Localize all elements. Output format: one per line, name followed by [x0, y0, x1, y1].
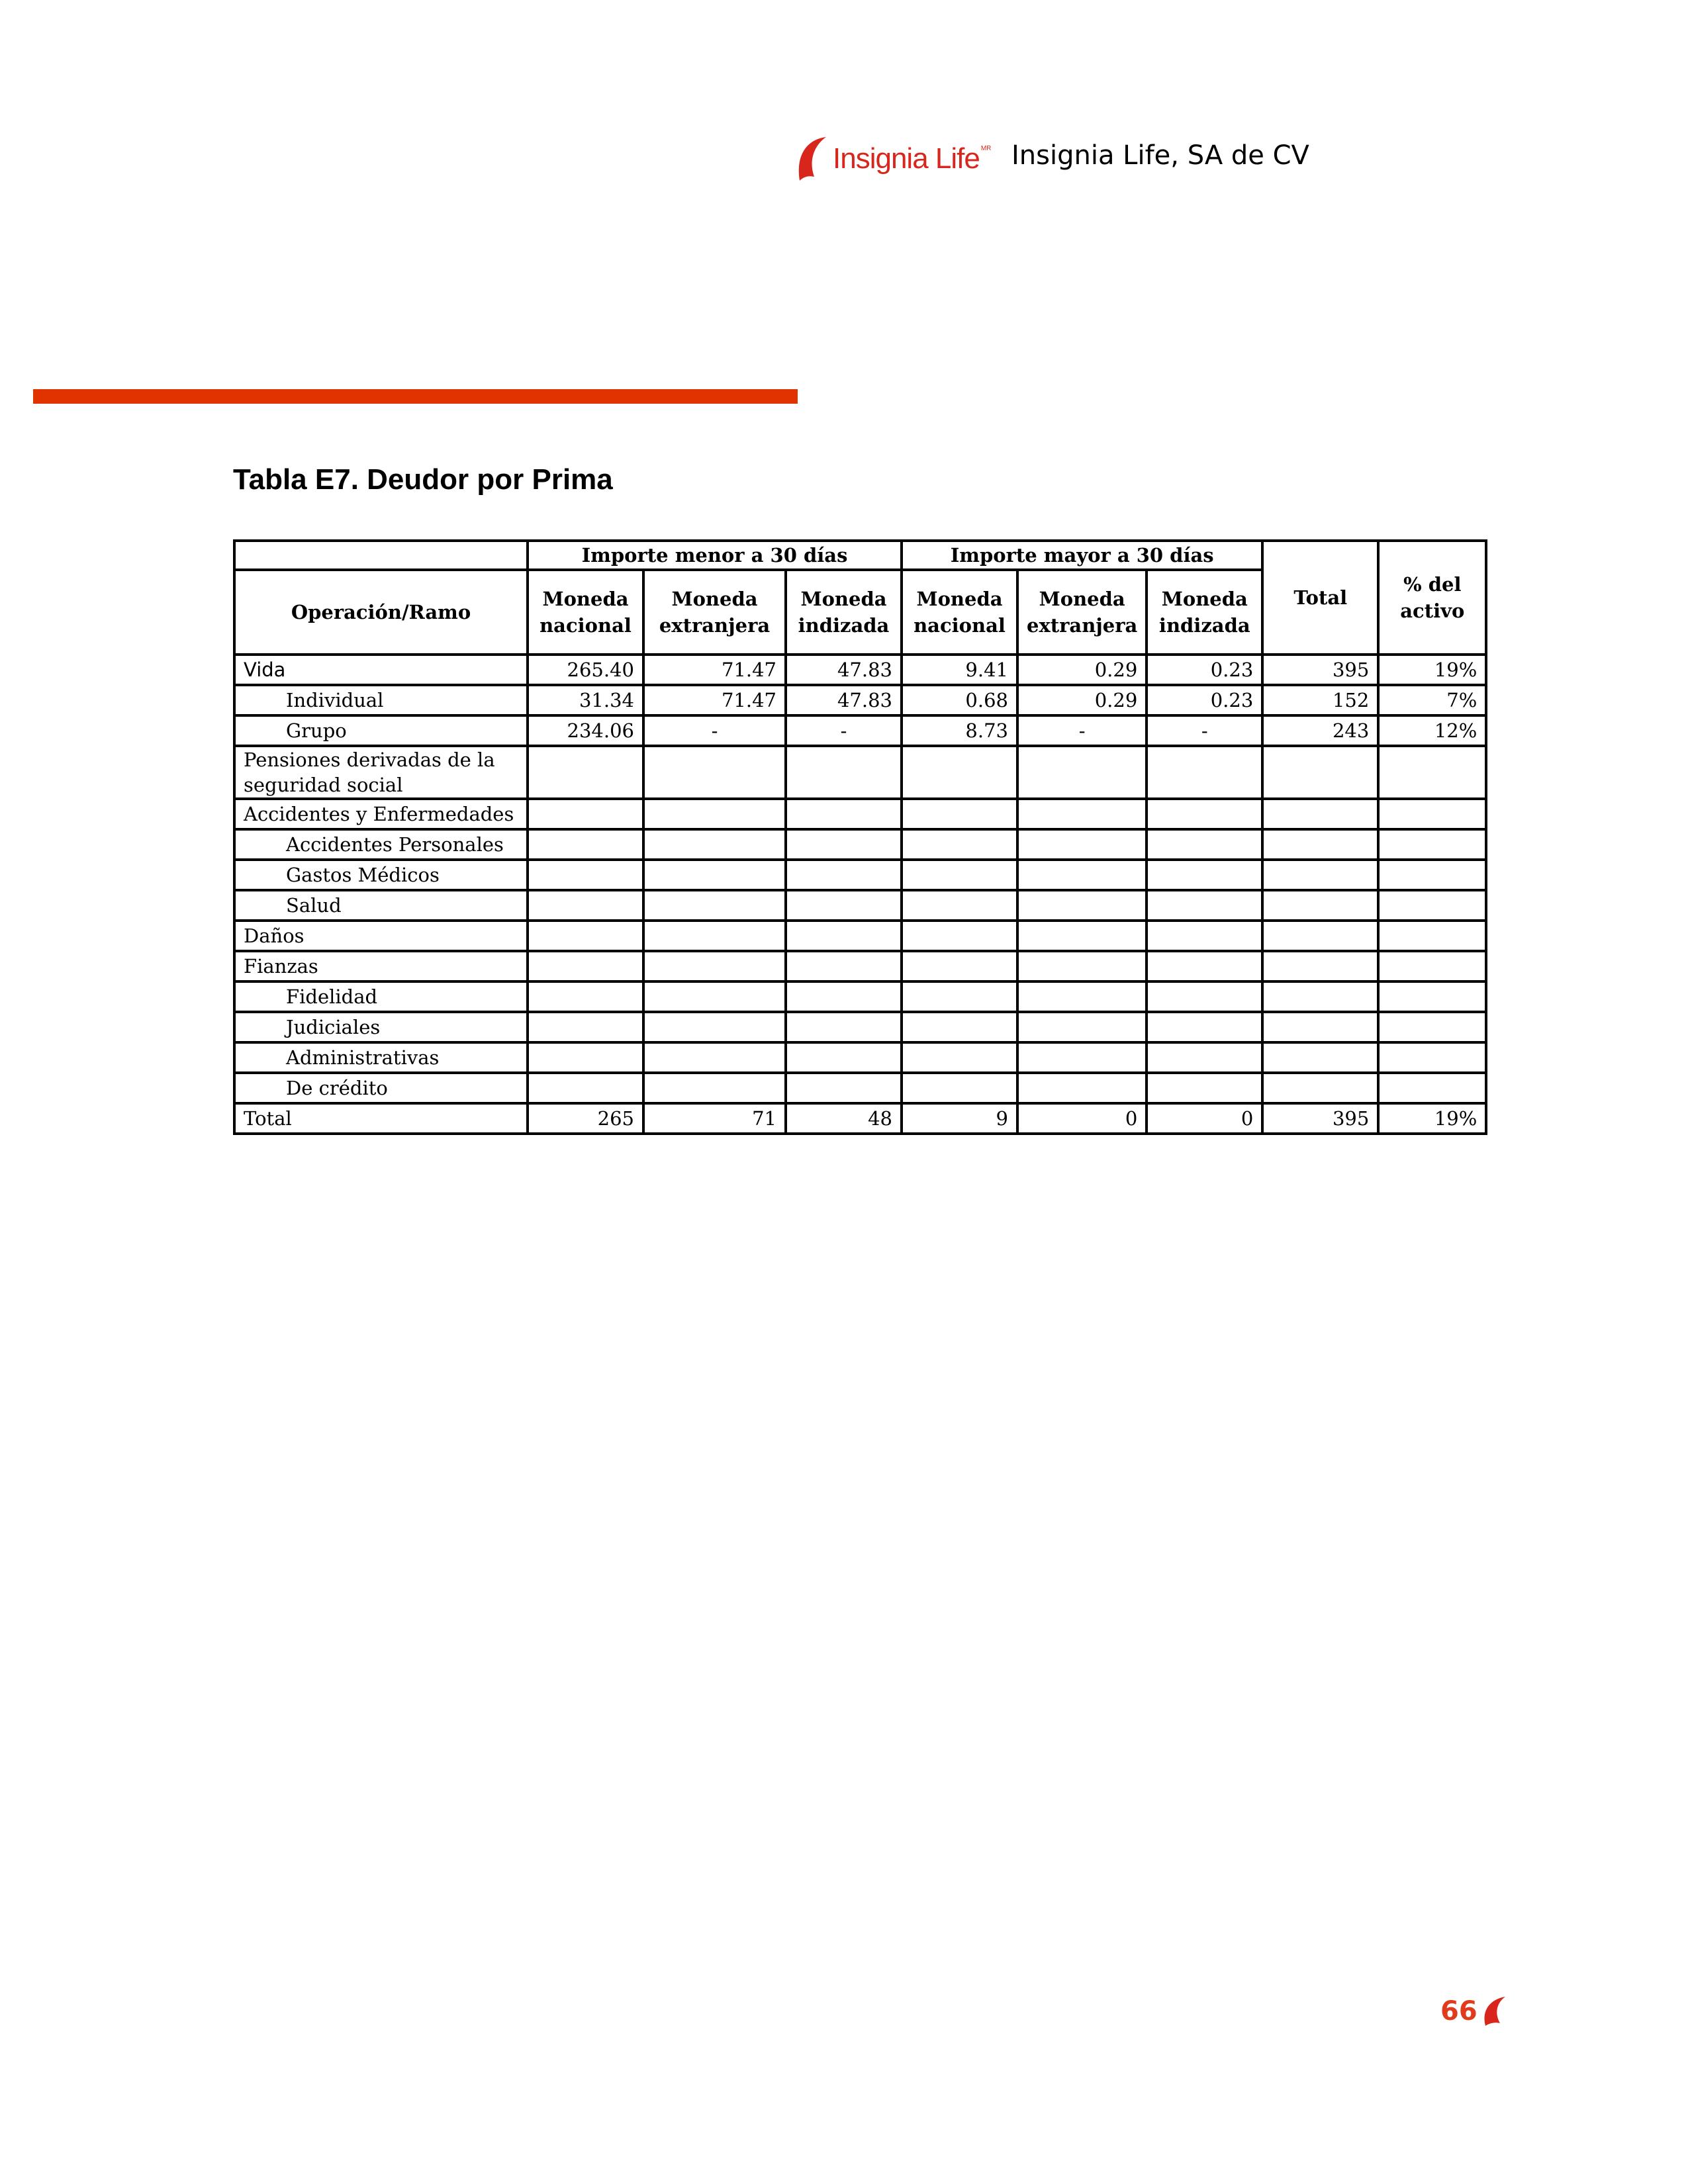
- cell-value: 0.23: [1147, 685, 1262, 715]
- cell-value: [902, 829, 1017, 860]
- table-row: [234, 1103, 1486, 1134]
- cell-value: [1017, 890, 1147, 921]
- logo-text: Insignia Life: [833, 142, 980, 175]
- cell-value: [1262, 799, 1378, 829]
- page-number: 66: [1440, 1996, 1477, 2026]
- table-row: [234, 746, 1486, 799]
- group-header-row: [234, 541, 1486, 570]
- cell-value: [643, 746, 786, 799]
- cell-value: [786, 860, 902, 890]
- cell-value: [528, 951, 643, 981]
- row-label: Accidentes y Enfermedades: [234, 799, 528, 829]
- cell-value: [1378, 860, 1486, 890]
- deudor-por-prima-table: [233, 539, 1487, 1135]
- row-label: Gastos Médicos: [234, 860, 528, 890]
- cell-value: [1262, 890, 1378, 921]
- cell-value: [1262, 921, 1378, 951]
- cell-value: 0.68: [902, 685, 1017, 715]
- cell-value: [786, 1012, 902, 1042]
- cell-value: [643, 951, 786, 981]
- cell-value: 395: [1262, 655, 1378, 685]
- cell-value: 9: [902, 1103, 1017, 1134]
- header-menor-indizada: Moneda indizada: [786, 570, 902, 655]
- row-label: Daños: [234, 921, 528, 951]
- cell-value: [786, 829, 902, 860]
- cell-value: [902, 1012, 1017, 1042]
- row-label: Total: [234, 1103, 528, 1134]
- cell-value: [1147, 921, 1262, 951]
- cell-value: [1378, 746, 1486, 799]
- cell-value: 234.06: [528, 715, 643, 746]
- table-row: [234, 655, 1486, 685]
- cell-value: [643, 1073, 786, 1103]
- cell-value: 12%: [1378, 715, 1486, 746]
- cell-value: [1262, 829, 1378, 860]
- header-blank: [234, 541, 528, 570]
- cell-value: [1262, 1042, 1378, 1073]
- cell-value: [786, 921, 902, 951]
- cell-value: 0: [1017, 1103, 1147, 1134]
- cell-value: [902, 1073, 1017, 1103]
- header-operacion-ramo: Operación/Ramo: [234, 570, 528, 655]
- cell-value: [786, 951, 902, 981]
- cell-value: [902, 921, 1017, 951]
- cell-value: [1262, 1012, 1378, 1042]
- table-title: Tabla E7. Deudor por Prima: [233, 463, 613, 496]
- header-mayor-extranjera: Moneda extranjera: [1017, 570, 1147, 655]
- cell-value: 395: [1262, 1103, 1378, 1134]
- cell-value: 0.23: [1147, 655, 1262, 685]
- row-label: Individual: [234, 685, 528, 715]
- cell-value: 47.83: [786, 655, 902, 685]
- cell-value: [528, 799, 643, 829]
- cell-value: [643, 829, 786, 860]
- row-label: Vida: [234, 655, 528, 685]
- row-label: Administrativas: [234, 1042, 528, 1073]
- cell-value: [786, 746, 902, 799]
- header-mayor-nacional: Moneda nacional: [902, 570, 1017, 655]
- cell-value: [1147, 1012, 1262, 1042]
- cell-value: [1262, 981, 1378, 1012]
- row-label: Accidentes Personales: [234, 829, 528, 860]
- logo-trademark: MR: [980, 144, 992, 152]
- table-row: [234, 1042, 1486, 1073]
- cell-value: [786, 799, 902, 829]
- cell-value: [1147, 1073, 1262, 1103]
- row-label: De crédito: [234, 1073, 528, 1103]
- cell-value: [1017, 799, 1147, 829]
- table-row: [234, 981, 1486, 1012]
- cell-value: 48: [786, 1103, 902, 1134]
- cell-value: [1017, 951, 1147, 981]
- cell-value: [1147, 860, 1262, 890]
- cell-value: [643, 1012, 786, 1042]
- cell-value: [528, 860, 643, 890]
- cell-value: [1378, 1012, 1486, 1042]
- table-row: [234, 1073, 1486, 1103]
- cell-value: [1262, 1073, 1378, 1103]
- cell-value: [1017, 921, 1147, 951]
- insignia-life-logo: [792, 132, 991, 185]
- cell-value: [1017, 829, 1147, 860]
- cell-value: [1378, 1073, 1486, 1103]
- table-row: [234, 1012, 1486, 1042]
- header-mayor-indizada: Moneda indizada: [1147, 570, 1262, 655]
- cell-value: [1147, 981, 1262, 1012]
- row-label: Judiciales: [234, 1012, 528, 1042]
- cell-value: [1378, 921, 1486, 951]
- table-body: [234, 655, 1486, 1134]
- cell-value: 243: [1262, 715, 1378, 746]
- cell-value: [1378, 799, 1486, 829]
- crescent-logo-icon: [792, 136, 831, 182]
- cell-value: [643, 799, 786, 829]
- table-row: [234, 951, 1486, 981]
- table-row: [234, 890, 1486, 921]
- cell-value: 0: [1147, 1103, 1262, 1134]
- table-row: [234, 799, 1486, 829]
- table-row: [234, 829, 1486, 860]
- company-name: Insignia Life, SA de CV: [1011, 140, 1309, 171]
- cell-value: 9.41: [902, 655, 1017, 685]
- cell-value: [1147, 799, 1262, 829]
- cell-value: 71.47: [643, 685, 786, 715]
- cell-value: -: [643, 715, 786, 746]
- page-footer: [1440, 1995, 1508, 2027]
- accent-divider: [33, 389, 798, 404]
- cell-value: [1147, 1042, 1262, 1073]
- cell-value: 71: [643, 1103, 786, 1134]
- cell-value: [786, 1042, 902, 1073]
- cell-value: [1378, 951, 1486, 981]
- cell-value: [528, 1073, 643, 1103]
- cell-value: 31.34: [528, 685, 643, 715]
- cell-value: 152: [1262, 685, 1378, 715]
- header-menor-nacional: Moneda nacional: [528, 570, 643, 655]
- row-label: Fidelidad: [234, 981, 528, 1012]
- cell-value: [1017, 1042, 1147, 1073]
- cell-value: [528, 1042, 643, 1073]
- header-importe-menor: Importe menor a 30 días: [528, 541, 902, 570]
- cell-value: [528, 829, 643, 860]
- cell-value: [902, 746, 1017, 799]
- cell-value: [902, 860, 1017, 890]
- cell-value: [1262, 951, 1378, 981]
- header-importe-mayor: Importe mayor a 30 días: [902, 541, 1262, 570]
- cell-value: [1262, 860, 1378, 890]
- cell-value: [1017, 1012, 1147, 1042]
- cell-value: 265.40: [528, 655, 643, 685]
- cell-value: 71.47: [643, 655, 786, 685]
- crescent-icon: [1479, 1995, 1508, 2027]
- header-total: Total: [1262, 541, 1378, 655]
- cell-value: [528, 1012, 643, 1042]
- cell-value: [1147, 890, 1262, 921]
- table-row: [234, 715, 1486, 746]
- cell-value: 265: [528, 1103, 643, 1134]
- cell-value: [1147, 746, 1262, 799]
- cell-value: [1147, 829, 1262, 860]
- cell-value: [902, 981, 1017, 1012]
- header-pct-activo: % del activo: [1378, 541, 1486, 655]
- cell-value: [528, 890, 643, 921]
- cell-value: [1017, 860, 1147, 890]
- row-label: Pensiones derivadas de la seguridad social: [234, 746, 528, 799]
- cell-value: [1378, 829, 1486, 860]
- cell-value: -: [1017, 715, 1147, 746]
- cell-value: [786, 1073, 902, 1103]
- cell-value: [643, 890, 786, 921]
- cell-value: [643, 981, 786, 1012]
- cell-value: [786, 890, 902, 921]
- cell-value: [902, 799, 1017, 829]
- cell-value: [1262, 746, 1378, 799]
- cell-value: 19%: [1378, 655, 1486, 685]
- cell-value: 0.29: [1017, 655, 1147, 685]
- row-label: Fianzas: [234, 951, 528, 981]
- cell-value: [528, 746, 643, 799]
- cell-value: [1378, 1042, 1486, 1073]
- cell-value: [902, 951, 1017, 981]
- row-label: Salud: [234, 890, 528, 921]
- cell-value: -: [786, 715, 902, 746]
- cell-value: [1378, 981, 1486, 1012]
- table-row: [234, 921, 1486, 951]
- header-menor-extranjera: Moneda extranjera: [643, 570, 786, 655]
- table-row: [234, 685, 1486, 715]
- cell-value: [786, 981, 902, 1012]
- cell-value: 47.83: [786, 685, 902, 715]
- cell-value: [1017, 746, 1147, 799]
- cell-value: 7%: [1378, 685, 1486, 715]
- cell-value: [1378, 890, 1486, 921]
- cell-value: [902, 890, 1017, 921]
- cell-value: [1147, 951, 1262, 981]
- table-row: [234, 860, 1486, 890]
- cell-value: 8.73: [902, 715, 1017, 746]
- cell-value: [528, 981, 643, 1012]
- cell-value: 19%: [1378, 1103, 1486, 1134]
- cell-value: [643, 1042, 786, 1073]
- cell-value: [528, 921, 643, 951]
- cell-value: [902, 1042, 1017, 1073]
- cell-value: [643, 921, 786, 951]
- cell-value: -: [1147, 715, 1262, 746]
- row-label: Grupo: [234, 715, 528, 746]
- cell-value: [643, 860, 786, 890]
- cell-value: [1017, 1073, 1147, 1103]
- cell-value: 0.29: [1017, 685, 1147, 715]
- cell-value: [1017, 981, 1147, 1012]
